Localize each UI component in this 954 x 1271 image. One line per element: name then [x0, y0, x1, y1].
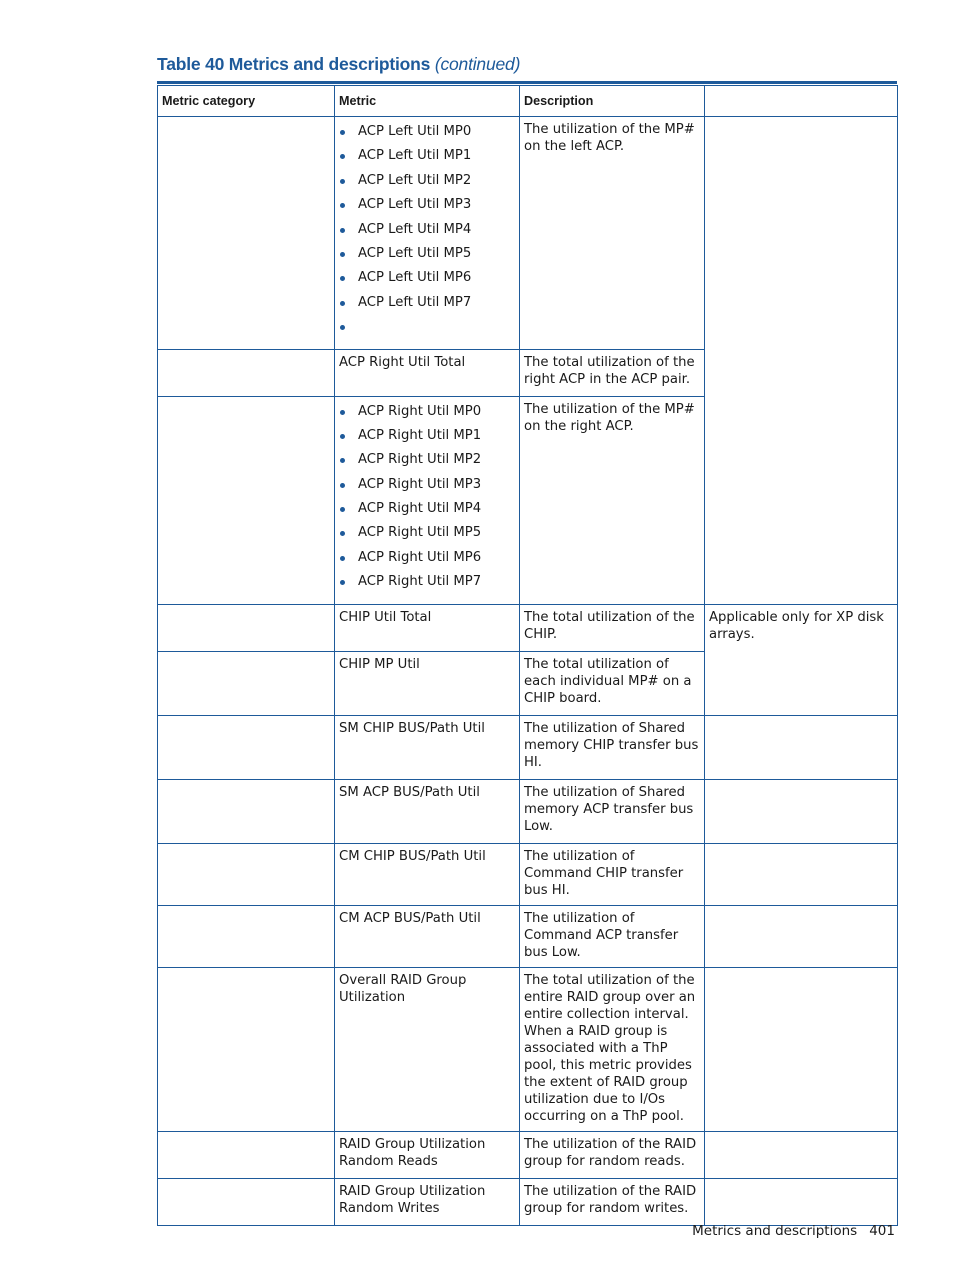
metric-cell: CM ACP BUS/Path Util — [335, 905, 520, 967]
notes-cell — [705, 1178, 898, 1225]
category-cell — [158, 1131, 335, 1178]
footer-section-title: Metrics and descriptions — [692, 1223, 858, 1239]
metric-list-item: ACP Right Util MP5 — [339, 524, 514, 548]
metric-list-item: ACP Right Util MP7 — [339, 573, 514, 597]
description-cell: The utilization of the RAID group for random reads. — [520, 1131, 705, 1178]
description-cell: The utilization of Shared memory CHIP transfer bus HI. — [520, 715, 705, 779]
metric-list-item: ACP Right Util MP3 — [339, 476, 514, 500]
notes-cell: Applicable only for XP disk arrays. — [705, 604, 898, 715]
metric-list-item: ACP Right Util MP0 — [339, 403, 514, 427]
description-cell: The utilization of Command ACP transfer bus Low. — [520, 905, 705, 967]
notes-cell — [705, 117, 898, 605]
metric-cell: CHIP Util Total — [335, 604, 520, 651]
table-row — [158, 779, 898, 843]
category-cell — [158, 779, 335, 843]
table-row — [158, 604, 898, 651]
description-cell: The total utilization of the CHIP. — [520, 604, 705, 651]
page-number: 401 — [869, 1223, 895, 1239]
description-cell: The utilization of the MP# on the left ACP. — [520, 117, 705, 350]
metric-cell: ACP Right Util Total — [335, 349, 520, 396]
notes-cell — [705, 843, 898, 905]
metric-list-item: ACP Right Util MP1 — [339, 427, 514, 451]
metric-list-item: ACP Left Util MP0 — [339, 123, 514, 147]
metric-list-item: ACP Left Util MP6 — [339, 269, 514, 293]
table-caption — [157, 54, 520, 75]
metric-list-item: ACP Left Util MP7 — [339, 294, 514, 318]
category-cell — [158, 604, 335, 651]
page-footer — [692, 1223, 895, 1239]
category-cell — [158, 715, 335, 779]
table-row — [158, 967, 898, 1131]
metric-cell: SM ACP BUS/Path Util — [335, 779, 520, 843]
table-row — [158, 715, 898, 779]
description-cell: The total utilization of the entire RAID group over an entire collection interval. When a RAID group is associated with a ThP pool, this metric provides the extent of RAID group utilization due to I/Os occurring on a ThP pool. — [520, 967, 705, 1131]
metric-cell: RAID Group Utilization Random Writes — [335, 1178, 520, 1225]
table-row — [158, 117, 898, 350]
table-caption-title: Table 40 Metrics and descriptions — [157, 54, 431, 74]
metric-cell: RAID Group Utilization Random Reads — [335, 1131, 520, 1178]
metric-list — [339, 403, 514, 598]
metric-list-item: ACP Left Util MP5 — [339, 245, 514, 269]
table-row — [158, 1178, 898, 1225]
header-notes — [705, 86, 898, 117]
metric-list — [339, 123, 514, 343]
metrics-table — [157, 85, 898, 1226]
category-cell — [158, 1178, 335, 1225]
metric-cell: CHIP MP Util — [335, 651, 520, 715]
notes-cell — [705, 715, 898, 779]
table-row — [158, 1131, 898, 1178]
metric-list-item: ACP Right Util MP4 — [339, 500, 514, 524]
metric-list-item: ACP Right Util MP6 — [339, 549, 514, 573]
metric-cell: CM CHIP BUS/Path Util — [335, 843, 520, 905]
description-cell: The utilization of the RAID group for random writes. — [520, 1178, 705, 1225]
table-row — [158, 905, 898, 967]
description-cell: The utilization of Shared memory ACP transfer bus Low. — [520, 779, 705, 843]
metric-list-item: ACP Left Util MP3 — [339, 196, 514, 220]
caption-rule — [157, 81, 897, 84]
table-caption-continued: (continued) — [434, 54, 521, 74]
metric-list-item: ACP Left Util MP2 — [339, 172, 514, 196]
description-cell: The total utilization of each individual MP# on a CHIP board. — [520, 651, 705, 715]
notes-cell — [705, 1131, 898, 1178]
metric-list-item: ACP Left Util MP1 — [339, 147, 514, 171]
header-metric: Metric — [335, 86, 520, 117]
metric-list-item: ACP Left Util MP4 — [339, 221, 514, 245]
header-description: Description — [520, 86, 705, 117]
header-metric-category: Metric category — [158, 86, 335, 117]
table-header-row — [158, 86, 898, 117]
category-cell — [158, 651, 335, 715]
metric-cell: Overall RAID Group Utilization — [335, 967, 520, 1131]
category-cell — [158, 905, 335, 967]
category-cell — [158, 843, 335, 905]
description-cell: The total utilization of the right ACP in the ACP pair. — [520, 349, 705, 396]
metric-cell: SM CHIP BUS/Path Util — [335, 715, 520, 779]
category-cell — [158, 967, 335, 1131]
notes-cell — [705, 779, 898, 843]
category-cell — [158, 349, 335, 396]
table-row — [158, 843, 898, 905]
metric-cell — [335, 117, 520, 350]
metric-list-item — [339, 318, 514, 342]
notes-cell — [705, 905, 898, 967]
metric-list-item: ACP Right Util MP2 — [339, 451, 514, 475]
description-cell: The utilization of the MP# on the right ACP. — [520, 396, 705, 604]
category-cell — [158, 117, 335, 350]
description-cell: The utilization of Command CHIP transfer bus HI. — [520, 843, 705, 905]
notes-cell — [705, 967, 898, 1131]
category-cell — [158, 396, 335, 604]
metric-cell — [335, 396, 520, 604]
